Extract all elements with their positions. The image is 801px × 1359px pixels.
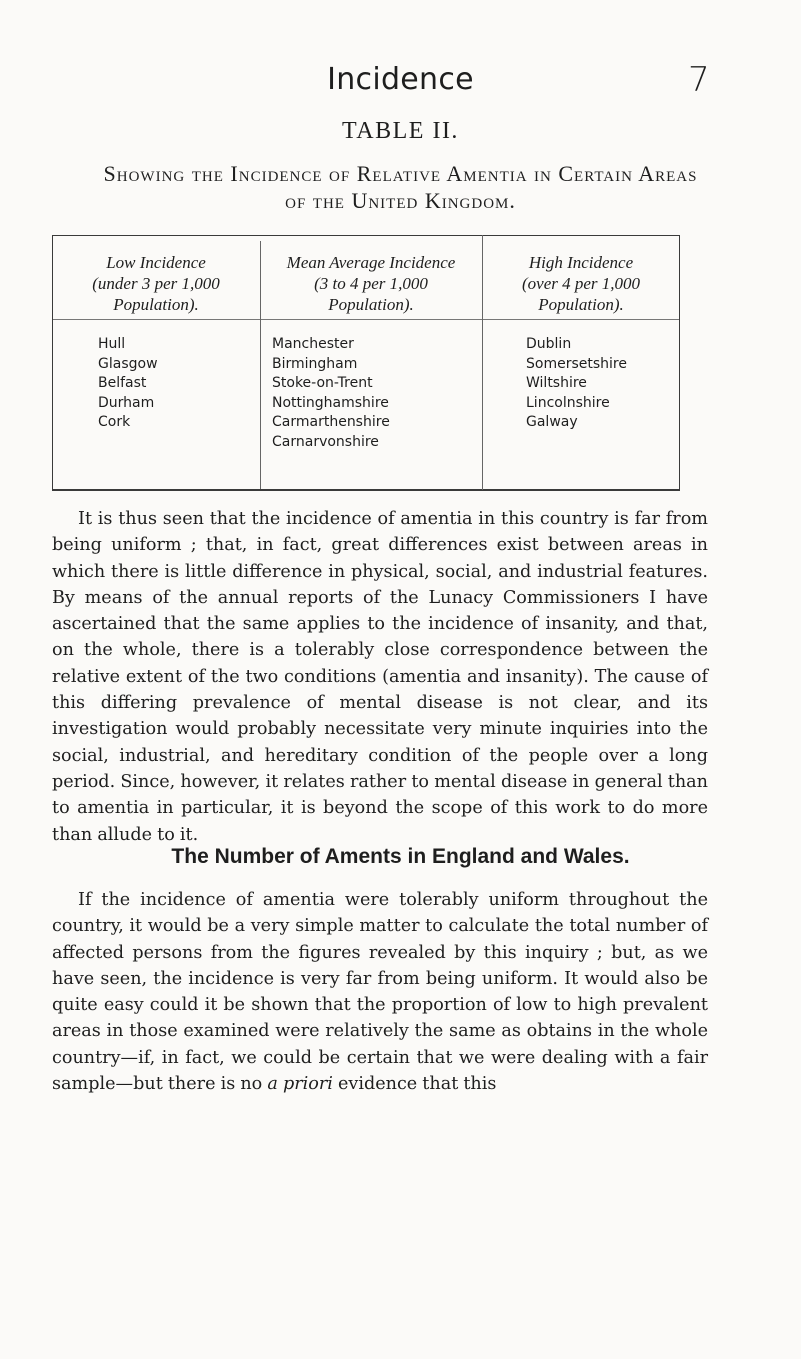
place-manchester: Manchester — [272, 336, 354, 352]
place-stoke-on-trent: Stoke-on-Trent — [272, 375, 373, 391]
table-caption-line-2: of the United Kingdom. — [285, 188, 516, 213]
running-head — [0, 58, 801, 108]
place-durham: Durham — [98, 394, 155, 411]
table-top-rule — [52, 235, 680, 236]
place-hull: Hull — [98, 336, 126, 352]
place-birmingham: Birmingham — [272, 355, 358, 372]
place-galway: Galway — [526, 414, 578, 430]
place-dublin: Dublin — [526, 336, 572, 352]
place-carmarthenshire: Carmarthenshire — [272, 414, 390, 430]
table-header-rule — [52, 319, 680, 320]
table-bottom-rule — [52, 489, 680, 491]
column-header-high: High Incidence (over 4 per 1,000 Population). — [521, 253, 641, 314]
column-low-places — [98, 335, 158, 433]
paragraph-2-text-a: If the incidence of amentia were tolerably uniform throughout the country, it would be a very simple matter to calculate the total number of affected persons from the figures revealed by this inquiry ; but, as we have seen, the incidence is very far from being uniform. It would also be quite easy could it be shown that the proportion of low to high prevalent areas in those examined were relatively the same as obtains in the whole country—if, in fact, we could be certain that we were dealing with a fair sample—but there is no — [52, 890, 708, 1095]
place-somersetshire: Somersetshire — [526, 355, 627, 372]
paragraph-number-of-aments — [52, 887, 708, 1097]
place-lincolnshire: Lincolnshire — [526, 394, 610, 411]
column-mean-places — [272, 335, 390, 452]
place-carnarvonshire: Carnarvonshire — [272, 433, 379, 450]
running-title: Incidence — [327, 62, 474, 97]
table-heading: TABLE II. — [342, 118, 459, 144]
place-belfast: Belfast — [98, 375, 147, 391]
paragraph-1-text: It is thus seen that the incidence of amentia in this country is far from being uniform ; that, in fact, great differences exist between areas in which there is little difference in physical, social, and industrial features. By means of the annual reports of the Lunacy Commissioners I have ascertained that the same applies to the incidence of insanity, and that, on the whole, there is a tolerably close correspondence between the relative extent of the two conditions (amentia and insanity). The cause of this differing prevalence of mental disease is not clear, and its investigation would probably necessitate very minute inquiries into the social, industrial, and hereditary condition of the people over a long period. Since, however, it relates rather to mental disease in general than to amentia in particular, it is beyond the scope of this work to do more than allude to it. — [52, 509, 708, 845]
paragraph-2-text-b: evidence that this — [332, 1074, 497, 1095]
paragraph-2-italic: a priori — [267, 1074, 333, 1095]
table-caption-line-1: Showing the Incidence of Relative Amentia in Certain Areas — [103, 161, 698, 186]
place-cork: Cork — [98, 414, 131, 430]
column-header-mean: Mean Average Incidence (3 to 4 per 1,000 Population). — [286, 253, 456, 314]
column-header-low: Low Incidence (under 3 per 1,000 Population). — [92, 253, 220, 314]
incidence-table — [52, 235, 680, 490]
page-number: 7 — [688, 60, 710, 100]
paragraph-incidence-discussion — [52, 506, 708, 848]
place-glasgow: Glasgow — [98, 355, 158, 372]
place-wiltshire: Wiltshire — [526, 375, 587, 391]
table-caption — [30, 160, 771, 214]
section-heading: The Number of Aments in England and Wales. — [171, 845, 630, 868]
place-nottinghamshire: Nottinghamshire — [272, 394, 389, 411]
column-high-places — [526, 335, 627, 433]
